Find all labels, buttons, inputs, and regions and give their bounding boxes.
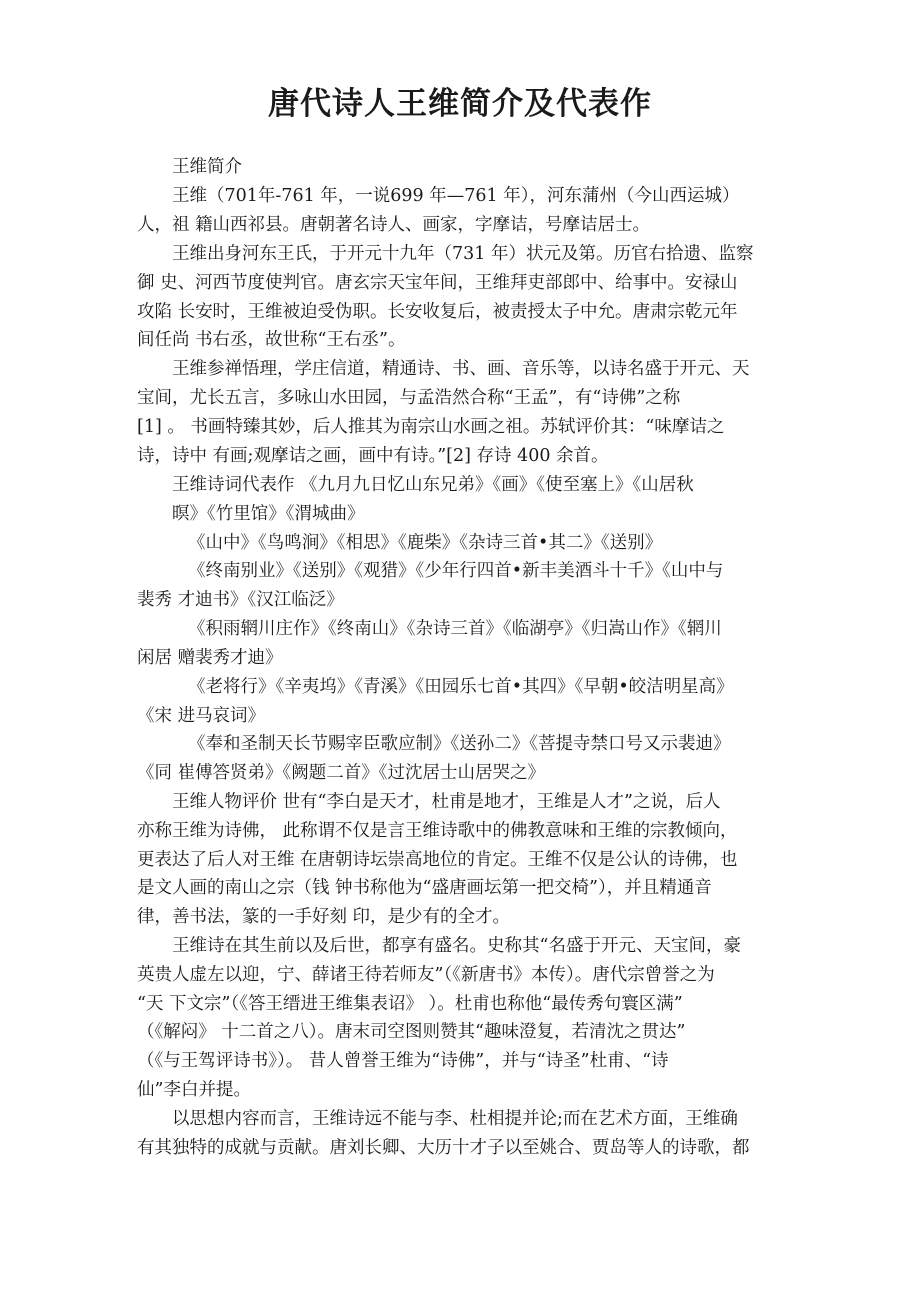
text-line: 人，祖 籍山西祁县。唐朝著名诗人、画家，字摩诘，号摩诘居士。 — [137, 215, 651, 235]
text-line: 英贵人虚左以迎，宁、薛诸王待若师友”（《新唐书》本传）。唐代宗曾誉之为 — [137, 965, 715, 985]
text-line: 宝间，尤长五言，多咏山水田园，与孟浩然合称“王孟”，有“诗佛”之称 — [137, 388, 681, 408]
text-line: 王维人物评价 世有“李白是天才，杜甫是地才，王维是人才”之说，后人 — [172, 792, 721, 812]
text-line: 《同 崔傅答贤弟》《阙题二首》《过沈居士山居哭之》 — [137, 763, 546, 783]
text-line: （《与王驾评诗书》）。 昔人曾誉王维为“诗佛”，并与“诗圣”杜甫、“诗 — [137, 1051, 669, 1071]
text-line: 王维（701年-761 年，一说699 年—761 年），河东蒲州（今山西运城） — [172, 186, 740, 206]
text-line: 王维诗词代表作 《九月九日忆山东兄弟》《画》《使至塞上》《山居秋 — [172, 475, 694, 495]
text-line: 是文人画的南山之宗（钱 钟书称他为“盛唐画坛第一把交椅”），并且精通音 — [137, 878, 712, 898]
text-line: 裴秀 才迪书》《汉江临泛》 — [137, 590, 344, 610]
text-line: 《奉和圣制天长节赐宰臣歌应制》《送孙二》《菩提寺禁口号又示裴迪》 — [188, 734, 731, 754]
text-line: 亦称王维为诗佛， 此称谓不仅是言王维诗歌中的佛教意味和王维的宗教倾向， — [137, 821, 738, 841]
text-line: 《老将行》《辛夷坞》《青溪》《田园乐七首•其四》《早朝•皎洁明星高》 — [188, 677, 734, 697]
text-line: 《积雨辋川庄作》《终南山》《杂诗三首》《临湖亭》《归嵩山作》《辋川 — [188, 619, 722, 639]
text-line: 《终南别业》《送别》《观猎》《少年行四首•新丰美酒斗十千》《山中与 — [188, 561, 724, 581]
text-line: 王维诗在其生前以及后世，都享有盛名。史称其“名盛于开元、天宝间，豪 — [172, 936, 741, 956]
text-line: 《宋 进马哀词》 — [137, 706, 266, 726]
text-line: 闲居 赠裴秀才迪》 — [137, 648, 283, 668]
text-line: 诗，诗中 有画;观摩诘之画，画中有诗。”[2] 存诗 400 余首。 — [137, 446, 609, 466]
text-line: 律，善书法，篆的一手好刻 印，是少有的全才。 — [137, 907, 511, 927]
text-line: [1] 。 书画特臻其妙，后人推其为南宗山水画之祖。苏轼评价其：“味摩诘之 — [137, 417, 725, 437]
text-line: 有其独特的成就与贡献。唐刘长卿、大历十才子以至姚合、贾岛等人的诗歌，都 — [137, 1138, 750, 1158]
text-line: 王维简介 — [172, 157, 242, 177]
text-line: 仙”李白并提。 — [137, 1080, 251, 1100]
text-line: 御 史、河西节度使判官。唐玄宗天宝年间，王维拜吏部郎中、给事中。安禄山 — [137, 273, 738, 293]
document-title: 唐代诗人王维简介及代表作 — [268, 86, 652, 122]
text-line: 王维出身河东王氏，于开元十九年（731 年）状元及第。历官右拾遗、监察 — [172, 244, 754, 264]
text-line: 攻陷 长安时，王维被迫受伪职。长安收复后，被责授太子中允。唐肃宗乾元年 — [137, 302, 738, 322]
text-line: “天 下文宗”（《答王缙进王维集表诏》 ）。杜甫也称他“最传秀句寰区满” — [137, 994, 683, 1014]
text-line: 间任尚 书右丞，故世称“王右丞”。 — [137, 330, 406, 350]
text-line: 《山中》《鸟鸣涧》《相思》《鹿柴》《杂诗三首•其二》《送别》 — [188, 533, 663, 553]
text-line: （《解闷》 十二首之八）。唐末司空图则赞其“趣味澄复，若清沈之贯达” — [137, 1022, 686, 1042]
text-line: 王维参禅悟理，学庄信道，精通诗、书、画、音乐等，以诗名盛于开元、天 — [172, 359, 750, 379]
text-line: 更表达了后人对王维 在唐朝诗坛崇高地位的肯定。王维不仅是公认的诗佛，也 — [137, 850, 738, 870]
text-line: 暝》《竹里馆》《渭城曲》 — [172, 504, 365, 524]
text-line: 以思想内容而言，王维诗远不能与李、杜相提并论;而在艺术方面，王维确 — [172, 1109, 738, 1129]
